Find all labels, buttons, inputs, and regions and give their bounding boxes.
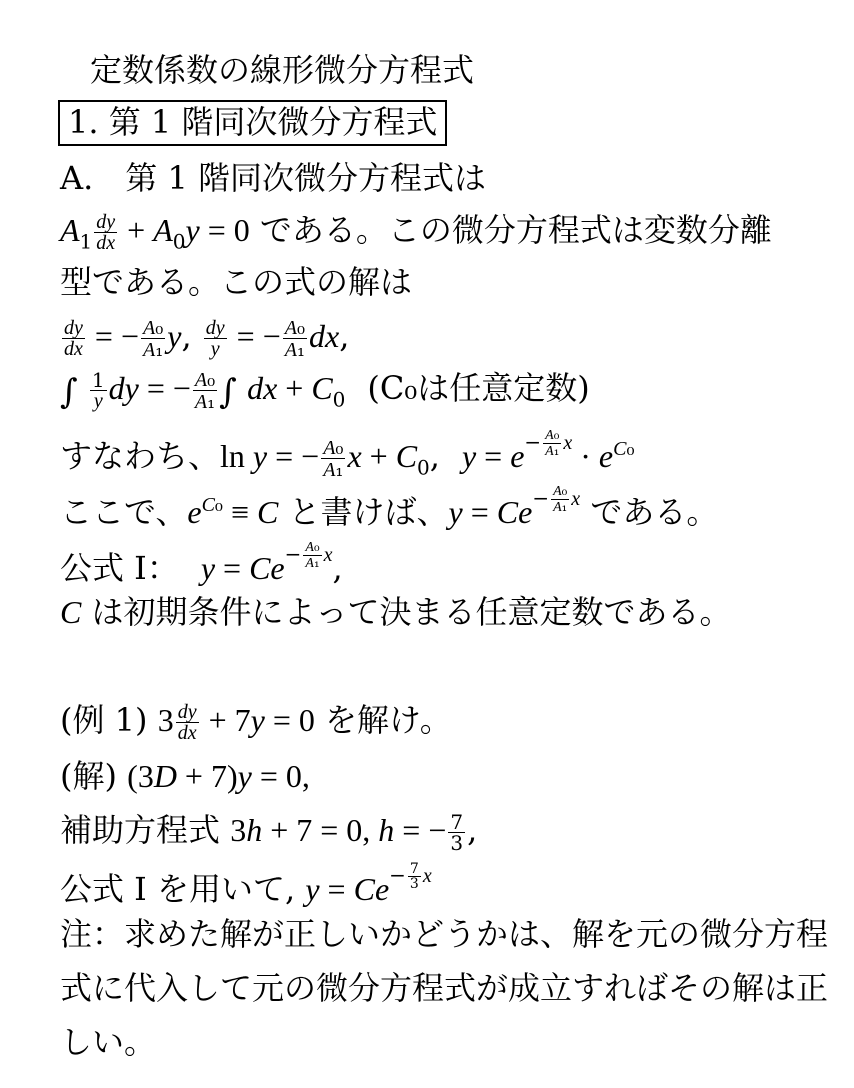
note-line-2: 式に代入して元の微分方程式が成立すればその解は正 (60, 969, 829, 1007)
to-kakeba-text: と書けば、 (278, 493, 449, 531)
paragraph-a: A. 第 1 階同次微分方程式は (60, 159, 486, 197)
equation-line-5: ここで、$e^{C_0} \equiv C$ と書けば、y = Ce− $\frac{\text{A₀}}{\text{A₁}}$ x である。 (60, 483, 719, 531)
note-line-1: 注：求めた解が正しいかどうかは、解を元の微分方程 (60, 915, 829, 953)
example-1-line: (例 1) 3 $\frac{dy}{dx}$ + 7y = 0 を解け。 (60, 701, 452, 744)
separable-line: 型である。この式の解は (60, 263, 413, 301)
equation-line-1: $A_1$ $\frac{dy}{dx}$ + $A_0y = 0$ である。この微分方程式は変数分離 (60, 211, 772, 254)
auxiliary-equation-line: 補助方程式 3h + 7 = 0, h = − $\frac{7}{3}$ , (60, 810, 478, 855)
use-formula-line: 公式 I を用いて, y = Ce− $\frac{7}{3}$ x (60, 861, 432, 908)
solution-line: (解) (3D + 7)y = 0, (60, 757, 310, 795)
formula-label: 公式 I： (60, 549, 179, 587)
example-text: を解け。 (314, 701, 452, 739)
equation-line-4: すなわち、ln y = − $\frac{\text{A₀}}{\text{A₁}}$ $x + C_0$, y = e− $\frac{\text{A₀}}{\text{A₁}}$ $x \cdot e^{C_0}$ (60, 427, 635, 481)
arbitrary-constant-note: (C₀は任意定数) (367, 369, 590, 407)
page-title: 定数係数の線形微分方程式 (90, 51, 475, 89)
use-formula-text: 公式 I を用いて, (60, 870, 296, 908)
fraction-dy-dx: $\frac{dy}{dx}$ (96, 211, 116, 254)
equation-line-3: ∫ $\frac{1}{y}$ dy = − $\frac{\text{A₀}}{\text{A₁}}$ ∫ dx + $C_0$ (C₀は任意定数) (60, 367, 590, 413)
sunawachi-text: すなわち、 (60, 437, 221, 475)
auxiliary-label: 補助方程式 (60, 811, 231, 849)
eq1-text: である。この微分方程式は変数分離 (249, 211, 772, 249)
solution-label: (解) (60, 757, 117, 795)
koko-text: ここで、 (60, 493, 188, 531)
equation-line-2: $\frac{dy}{dx}$ = − $\frac{\text{A₀}}{\text{A₁}}$ y, $\frac{dy}{y}$ = − $\frac{\text{A₀}}{\text{A₁}}$ dx, (64, 315, 350, 361)
dearu-text: である。 (580, 493, 719, 531)
section-heading-box: 1. 第 1 階同次微分方程式 (58, 100, 447, 146)
constant-note-line: C は初期条件によって決まる任意定数である。 (60, 593, 732, 631)
constant-note-text: は初期条件によって決まる任意定数である。 (81, 593, 732, 631)
note-line-3: しい。 (60, 1023, 157, 1061)
section-heading (58, 100, 447, 146)
example-label: (例 1) (60, 701, 148, 739)
formula-i-line: 公式 I： y = Ce− $\frac{\text{A₀}}{\text{A₁}}$ x, (60, 539, 343, 587)
